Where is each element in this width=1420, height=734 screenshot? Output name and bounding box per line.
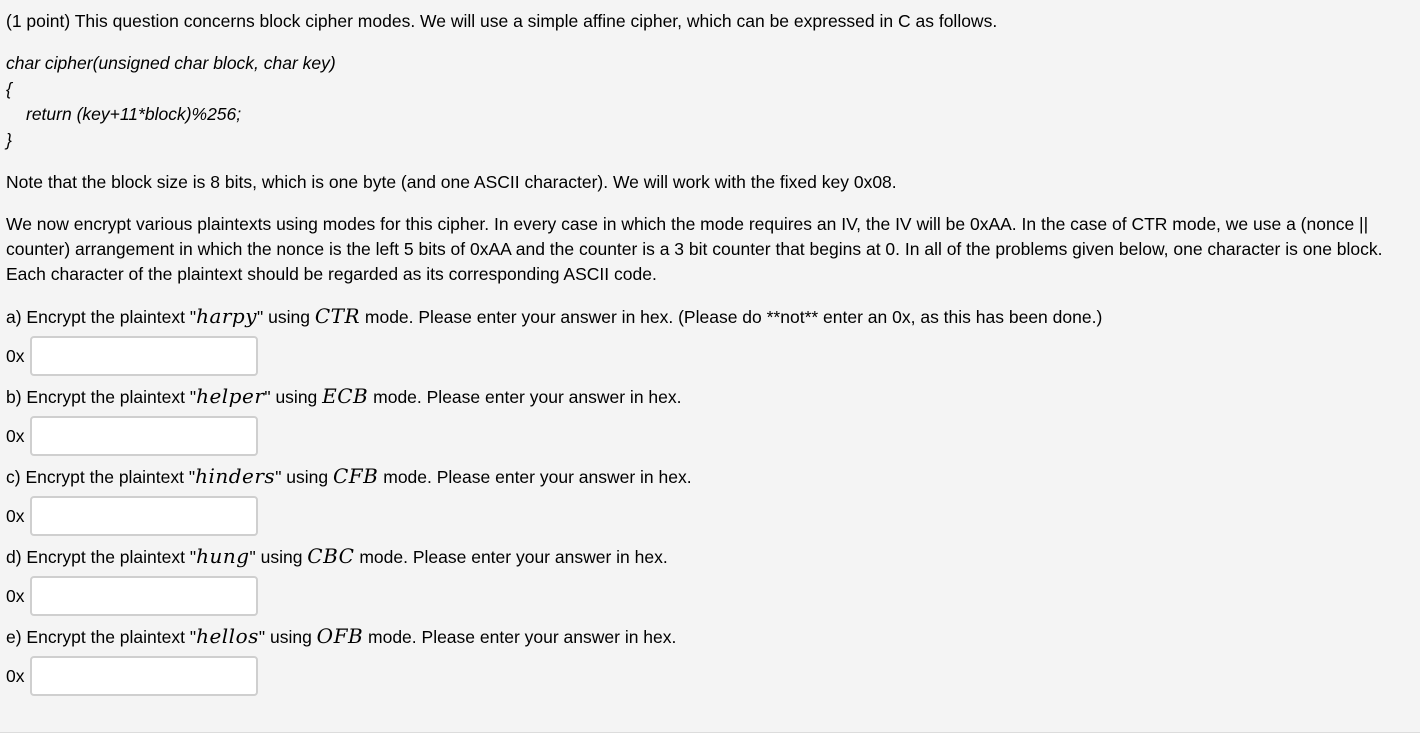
question-e-suffix: mode. Please enter your answer in hex. bbox=[363, 627, 677, 647]
instructions-paragraph: We now encrypt various plaintexts using modes for this cipher. In every case in which the mode requires an IV, the IV will be 0xAA. In the case of CTR mode, we use a (nonce || counter) arrangement in which the nonce is the left 5 bits of 0xAA and the counter is a 3 bit counter that begins at 0. In all of the problems given below, one character is one block. Each character of the plaintext should be regarded as its corresponding ASCII code. bbox=[6, 214, 1383, 284]
question-b-hex-prefix: 0x bbox=[6, 425, 25, 446]
problem-intro: (1 point) This question concerns block cipher modes. We will use a simple affine cipher, which can be expressed in C as follows. bbox=[6, 11, 998, 31]
question-a-plaintext: harpy bbox=[196, 304, 258, 328]
question-b-prefix: b) Encrypt the plaintext " bbox=[6, 387, 197, 407]
question-a-answer-row bbox=[6, 335, 1420, 377]
question-b bbox=[6, 384, 1420, 457]
key-note: Note that the block size is 8 bits, which is one byte (and one ASCII character). We will work with the fixed key 0x08. bbox=[6, 172, 897, 192]
question-d-answer-row bbox=[6, 575, 1420, 617]
question-d-plaintext: hung bbox=[196, 544, 250, 568]
question-b-mode: ECB bbox=[322, 384, 369, 408]
question-d-mode: CBC bbox=[307, 544, 355, 568]
question-e-text bbox=[6, 624, 1420, 650]
question-a-hex-prefix: 0x bbox=[6, 345, 25, 366]
question-c-text bbox=[6, 464, 1420, 490]
question-a-answer-input[interactable] bbox=[30, 336, 258, 376]
question-c-mode: CFB bbox=[332, 464, 379, 488]
question-b-answer-row bbox=[6, 415, 1420, 457]
question-d bbox=[6, 544, 1420, 617]
question-c-using: " using bbox=[275, 467, 333, 487]
question-d-hex-prefix: 0x bbox=[6, 585, 25, 606]
question-e-prefix: e) Encrypt the plaintext " bbox=[6, 627, 197, 647]
question-c-prefix: c) Encrypt the plaintext " bbox=[6, 467, 196, 487]
question-e bbox=[6, 624, 1420, 697]
code-signature: char cipher(unsigned char block, char key) bbox=[6, 53, 336, 73]
question-b-using: " using bbox=[264, 387, 323, 407]
question-a-text bbox=[6, 304, 1420, 330]
question-a-using: " using bbox=[257, 307, 315, 327]
question-b-suffix: mode. Please enter your answer in hex. bbox=[368, 387, 682, 407]
question-e-using: " using bbox=[258, 627, 317, 647]
question-b-plaintext: helper bbox=[196, 384, 265, 408]
question-c-plaintext: hinders bbox=[195, 464, 276, 488]
code-return-statement: return (key+11*block)%256; bbox=[26, 104, 242, 124]
question-c-suffix: mode. Please enter your answer in hex. bbox=[378, 467, 692, 487]
question-b-answer-input[interactable] bbox=[30, 416, 258, 456]
question-d-answer-input[interactable] bbox=[30, 576, 258, 616]
question-d-prefix: d) Encrypt the plaintext " bbox=[6, 547, 197, 567]
question-b-text bbox=[6, 384, 1420, 410]
question-a bbox=[6, 304, 1420, 377]
question-a-suffix: mode. Please enter your answer in hex. (Please do **not** enter an 0x, as this has been done.) bbox=[360, 307, 1103, 327]
question-e-hex-prefix: 0x bbox=[6, 665, 25, 686]
question-c bbox=[6, 464, 1420, 537]
question-e-mode: OFB bbox=[316, 624, 364, 648]
code-close-brace: } bbox=[6, 129, 12, 150]
question-a-prefix: a) Encrypt the plaintext " bbox=[6, 307, 197, 327]
question-e-plaintext: hellos bbox=[196, 624, 259, 648]
question-c-hex-prefix: 0x bbox=[6, 505, 25, 526]
question-e-answer-input[interactable] bbox=[30, 656, 258, 696]
question-d-text bbox=[6, 544, 1420, 570]
question-c-answer-input[interactable] bbox=[30, 496, 258, 536]
question-c-answer-row bbox=[6, 495, 1420, 537]
question-d-using: " using bbox=[249, 547, 308, 567]
code-open-brace: { bbox=[6, 78, 12, 99]
question-a-mode: CTR bbox=[314, 304, 361, 328]
question-d-suffix: mode. Please enter your answer in hex. bbox=[354, 547, 668, 567]
code-block bbox=[6, 51, 1420, 153]
question-e-answer-row bbox=[6, 655, 1420, 697]
